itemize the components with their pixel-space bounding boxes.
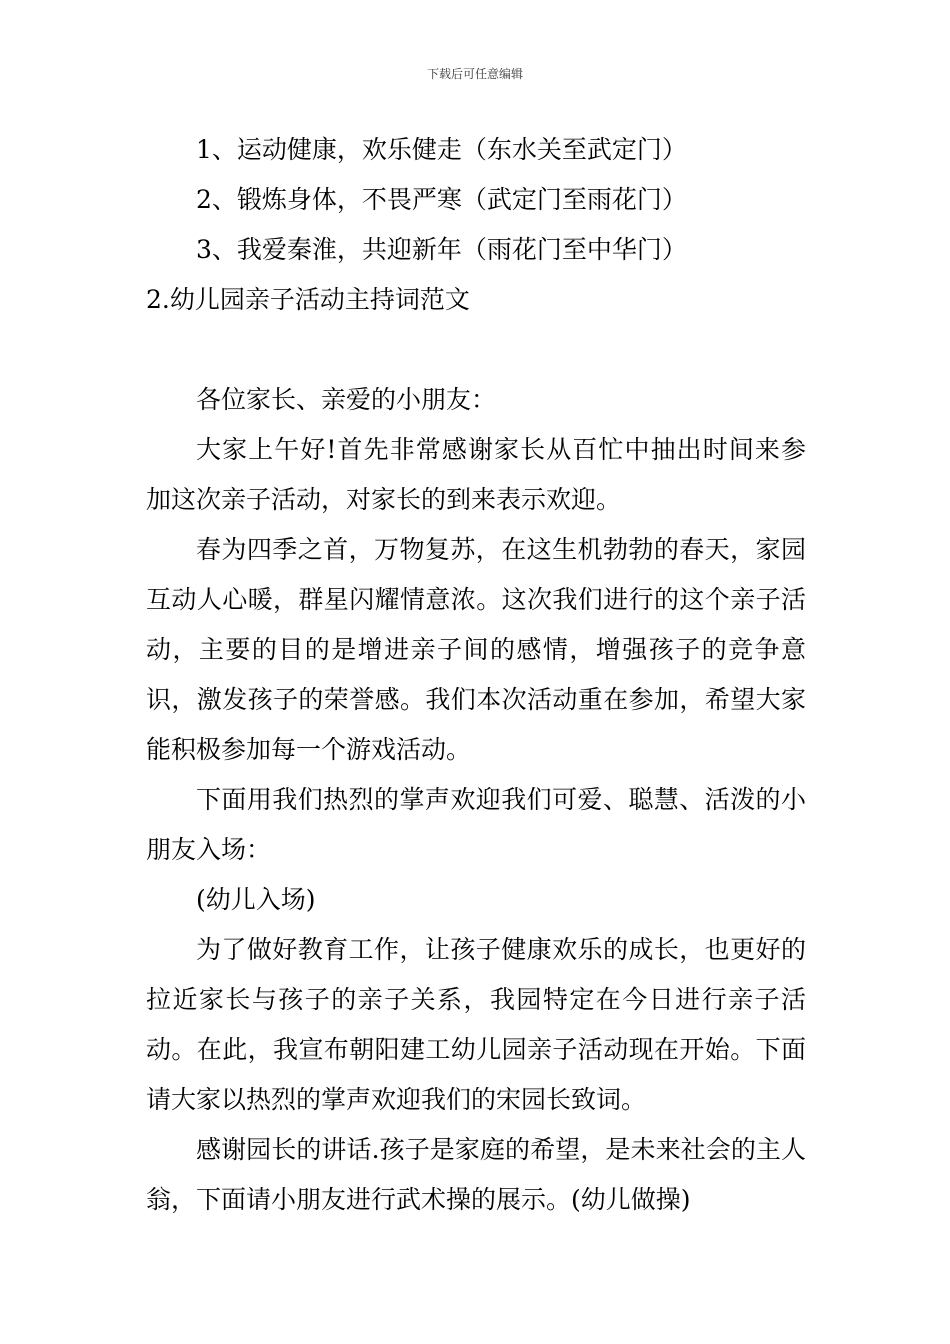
greeting: 各位家长、亲爱的小朋友：	[196, 385, 497, 414]
paragraph-thanks: 感谢园长的讲话.孩子是家庭的希望，是未来社会的主人翁，下面请小朋友进行武术操的展示。(幼儿做操)	[146, 1135, 806, 1214]
blank-line	[146, 325, 806, 375]
list-item: 3、我爱秦淮，共迎新年（雨花门至中华门）	[196, 235, 687, 264]
paragraph-stage-note: (幼儿入场)	[196, 885, 316, 914]
paragraph-welcome: 大家上午好!首先非常感谢家长从百忙中抽出时间来参加这次亲子活动，对家长的到来表示欢迎。	[146, 435, 806, 514]
paragraph-entrance: 下面用我们热烈的掌声欢迎我们可爱、聪慧、活泼的小朋友入场：	[146, 785, 806, 864]
list-item: 1、运动健康，欢乐健走（东水关至武定门）	[196, 135, 687, 164]
page-header: 下载后可任意编辑	[426, 67, 523, 81]
document-body	[146, 125, 806, 1225]
section-heading: 2.幼儿园亲子活动主持词范文	[146, 285, 470, 314]
paragraph-spring: 春为四季之首，万物复苏，在这生机勃勃的春天，家园互动人心暖，群星闪耀情意浓。这次我们进行的这个亲子活动，主要的目的是增进亲子间的感情，增强孩子的竞争意识，激发孩子的荣誉感。我们本次活动重在参加，希望大家能积极参加每一个游戏活动。	[146, 535, 806, 764]
paragraph-opening: 为了做好教育工作，让孩子健康欢乐的成长，也更好的拉近家长与孩子的亲子关系，我园特定在今日进行亲子活动。在此，我宣布朝阳建工幼儿园亲子活动现在开始。下面请大家以热烈的掌声欢迎我们的宋园长致词。	[146, 935, 806, 1114]
list-item: 2、锻炼身体，不畏严寒（武定门至雨花门）	[196, 185, 687, 214]
